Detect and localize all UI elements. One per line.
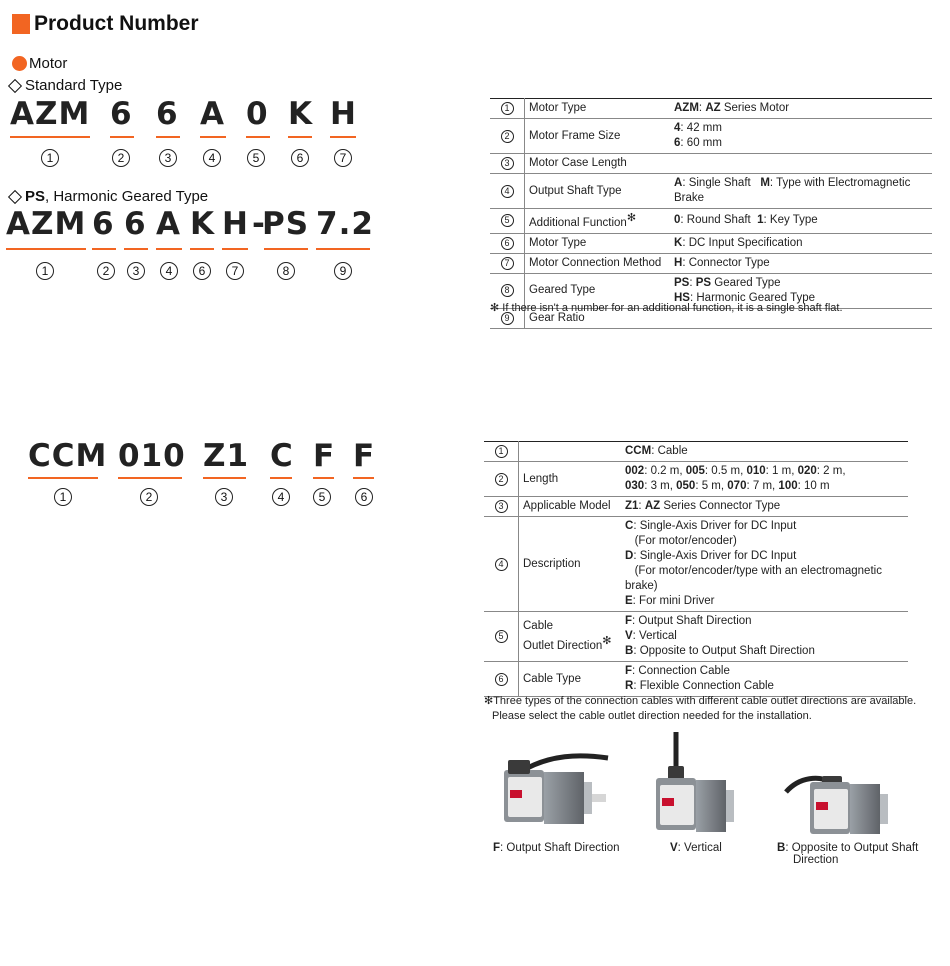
- motor-spec-table: [490, 98, 932, 329]
- table-row: [490, 154, 932, 174]
- code-segment: K: [190, 206, 216, 242]
- code-segment: A: [156, 206, 181, 242]
- row-number: 4: [501, 185, 514, 198]
- code-underline: [330, 136, 356, 138]
- code-underline: [156, 248, 182, 250]
- code-position-number: 8: [277, 262, 295, 280]
- diamond-icon: [8, 78, 22, 92]
- code-underline: [222, 248, 248, 250]
- row-item: Motor Frame Size: [525, 119, 671, 154]
- cable-note-2: Please select the cable outlet direction needed for the installation.: [492, 710, 812, 722]
- code-segment: F: [353, 438, 376, 474]
- code-segment: C: [270, 438, 294, 474]
- row-item: Additional Function✻: [525, 209, 671, 234]
- row-description: H: Connector Type: [670, 253, 932, 273]
- row-number: 3: [501, 157, 514, 170]
- row-item: Cable Outlet Direction✻: [519, 612, 622, 662]
- code-underline: [270, 477, 292, 479]
- table-row: [490, 253, 932, 273]
- code-position-number: 3: [215, 488, 233, 506]
- code-position-number: 2: [97, 262, 115, 280]
- code-position-number: 6: [291, 149, 309, 167]
- row-item: Motor Connection Method: [525, 253, 671, 273]
- code-position-number: 7: [226, 262, 244, 280]
- row-number: 4: [495, 558, 508, 571]
- code-position-number: 1: [54, 488, 72, 506]
- code-position-number: 4: [160, 262, 178, 280]
- code-position-number: 1: [36, 262, 54, 280]
- code-underline: [28, 477, 98, 479]
- table-row: [484, 662, 908, 697]
- cable-note-1: ✻Three types of the connection cables with different cable outlet directions are available.: [484, 695, 917, 707]
- code-underline: [288, 136, 312, 138]
- row-description: F: Output Shaft Direction V: Vertical B: Opposite to Output Shaft Direction: [621, 612, 908, 662]
- table-row: [484, 442, 908, 462]
- row-description: K: DC Input Specification: [670, 233, 932, 253]
- row-number: 9: [501, 312, 514, 325]
- code-underline: [353, 477, 374, 479]
- row-item: Cable Type: [519, 662, 622, 697]
- code-position-number: 9: [334, 262, 352, 280]
- row-number: 2: [501, 130, 514, 143]
- row-item: Length: [519, 462, 622, 497]
- code-underline: [264, 248, 308, 250]
- code-underline: [246, 136, 270, 138]
- code-segment: AZM: [10, 96, 91, 132]
- row-description: AZM: AZ Series Motor: [670, 99, 932, 119]
- row-number: 2: [495, 473, 508, 486]
- code-segment: F: [313, 438, 336, 474]
- code-segment: A: [200, 96, 225, 132]
- row-description: CCM: Cable: [621, 442, 908, 462]
- ps-type-heading: PS , Harmonic Geared Type: [6, 188, 208, 205]
- code-segment: CCM: [28, 438, 108, 474]
- code-segment: 6: [92, 206, 115, 242]
- code-segment: 010: [118, 438, 186, 474]
- table-row: [490, 99, 932, 119]
- row-number: 7: [501, 257, 514, 270]
- code-underline: [190, 248, 214, 250]
- table-row: [490, 174, 932, 209]
- row-description: C: Single-Axis Driver for DC Input (For motor/encoder) D: Single-Axis Driver for DC Input (For motor/encoder/type with an electromagnetic brake) E: For mini Driver: [621, 517, 908, 612]
- row-number: 6: [495, 673, 508, 686]
- row-description: 0: Round Shaft 1: Key Type: [670, 209, 932, 234]
- title-square-icon: [12, 14, 30, 34]
- row-item: Motor Type: [525, 233, 671, 253]
- code-underline: [110, 136, 134, 138]
- row-item: Geared Type: [525, 273, 671, 308]
- row-number: 6: [501, 237, 514, 250]
- code-underline: [124, 248, 148, 250]
- row-description: A: Single Shaft M: Type with Electromagnetic Brake: [670, 174, 932, 209]
- caption-b: B: Opposite to Output Shaft Direction: [777, 842, 919, 866]
- code-position-number: 2: [112, 149, 130, 167]
- row-number: 8: [501, 284, 514, 297]
- caption-v: V: Vertical: [670, 842, 722, 854]
- code-segment: 6: [110, 96, 133, 132]
- row-number: 5: [495, 630, 508, 643]
- table-row: [484, 462, 908, 497]
- row-description: Z1: AZ Series Connector Type: [621, 497, 908, 517]
- row-description: PS: PS Geared Type HS: Harmonic Geared Type: [670, 273, 932, 308]
- row-number: 3: [495, 500, 508, 513]
- code-position-number: 1: [41, 149, 59, 167]
- code-underline: [200, 136, 226, 138]
- code-position-number: 4: [203, 149, 221, 167]
- motor-table-note: ✻ If there isn't a number for an additional function, it is a single shaft flat.: [490, 302, 843, 314]
- code-segment: AZM: [6, 206, 87, 242]
- code-segment: -: [252, 206, 266, 242]
- table-row: [484, 612, 908, 662]
- code-segment: PS: [262, 206, 310, 242]
- row-number: 5: [501, 214, 514, 227]
- code-underline: [10, 136, 90, 138]
- code-underline: [6, 248, 86, 250]
- row-description: 4: 42 mm 6: 60 mm: [670, 119, 932, 154]
- code-segment: 6: [124, 206, 147, 242]
- code-segment: 0: [246, 96, 269, 132]
- code-underline: [203, 477, 246, 479]
- code-underline: [118, 477, 182, 479]
- diamond-icon: [8, 189, 22, 203]
- code-position-number: 4: [272, 488, 290, 506]
- row-number: 1: [501, 102, 514, 115]
- code-underline: [92, 248, 116, 250]
- code-underline: [313, 477, 334, 479]
- row-item: Motor Type: [525, 99, 671, 119]
- code-underline: [316, 248, 370, 250]
- table-row: [484, 517, 908, 612]
- code-segment: 6: [156, 96, 179, 132]
- code-segment: K: [288, 96, 314, 132]
- table-row: [484, 497, 908, 517]
- table-row: [490, 119, 932, 154]
- motor-images: [490, 732, 930, 842]
- row-item: Description: [519, 517, 622, 612]
- code-underline: [156, 136, 180, 138]
- table-row: [490, 209, 932, 234]
- motor-image-b: [786, 776, 888, 834]
- code-position-number: 6: [355, 488, 373, 506]
- row-description: [670, 154, 932, 174]
- orange-dot-icon: [12, 56, 27, 71]
- code-segment: 7.2: [316, 206, 374, 242]
- row-description: F: Connection Cable R: Flexible Connection Cable: [621, 662, 908, 697]
- table-row: [490, 233, 932, 253]
- row-description: 002: 0.2 m, 005: 0.5 m, 010: 1 m, 020: 2 m, 030: 3 m, 050: 5 m, 070: 7 m, 100: 10 m: [621, 462, 908, 497]
- code-position-number: 2: [140, 488, 158, 506]
- row-number: 1: [495, 445, 508, 458]
- row-item: Output Shaft Type: [525, 174, 671, 209]
- row-item: [519, 442, 622, 462]
- caption-f: F: Output Shaft Direction: [493, 842, 620, 854]
- motor-image-v: [656, 732, 734, 832]
- code-segment: Z1: [203, 438, 250, 474]
- motor-image-f: [504, 756, 608, 824]
- code-segment: H: [330, 96, 357, 132]
- code-position-number: 5: [247, 149, 265, 167]
- code-segment: H: [222, 206, 249, 242]
- code-position-number: 3: [159, 149, 177, 167]
- code-position-number: 3: [127, 262, 145, 280]
- motor-heading: Motor: [12, 55, 67, 72]
- standard-type-heading: Standard Type: [6, 77, 122, 94]
- code-position-number: 7: [334, 149, 352, 167]
- cable-spec-table: [484, 441, 908, 697]
- page-title: Product Number: [12, 12, 199, 36]
- row-item: Applicable Model: [519, 497, 622, 517]
- row-item: Gear Ratio: [525, 308, 671, 328]
- row-item: Motor Case Length: [525, 154, 671, 174]
- code-position-number: 5: [313, 488, 331, 506]
- code-position-number: 6: [193, 262, 211, 280]
